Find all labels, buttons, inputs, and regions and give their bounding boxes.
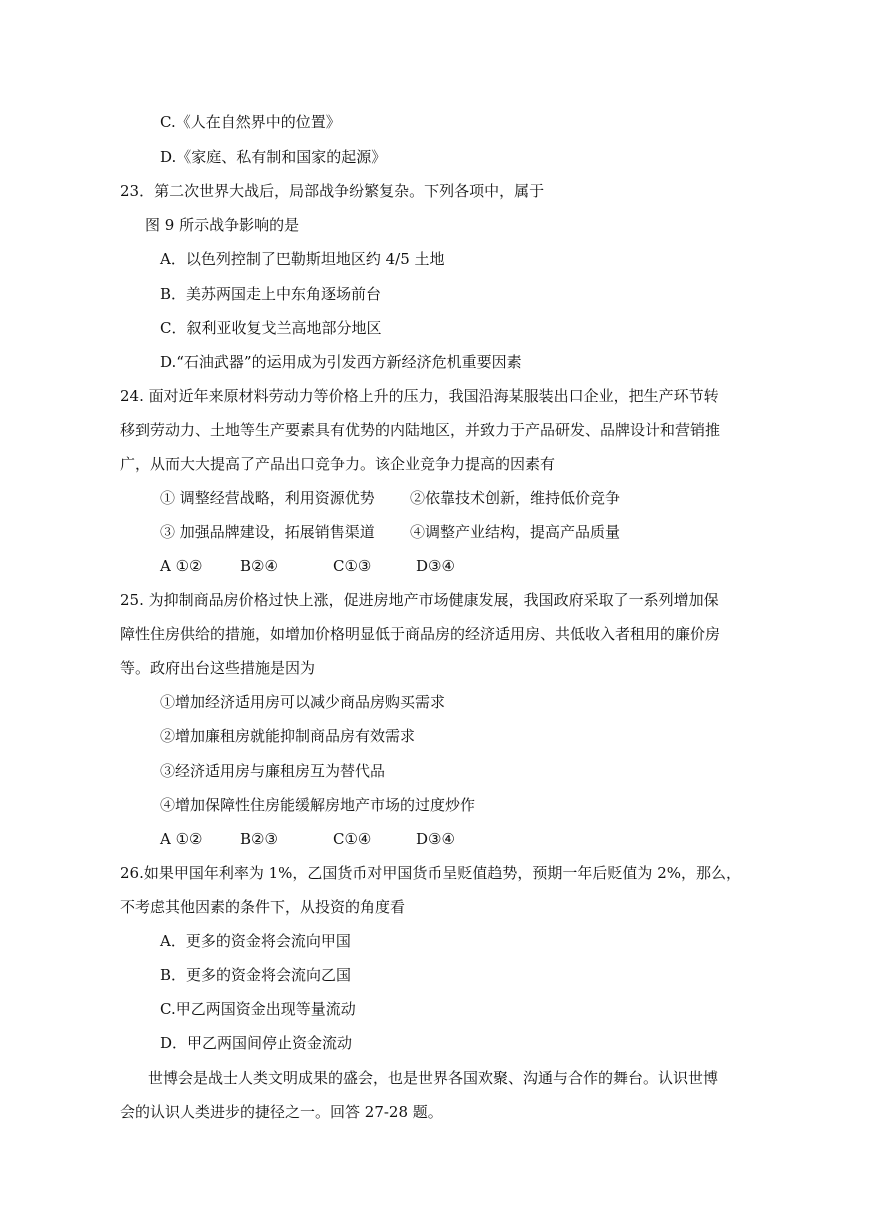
- q25-statement-2: ②增加廉租房就能抑制商品房有效需求: [160, 727, 416, 745]
- q26-option-b: B．更多的资金将会流向乙国: [160, 966, 352, 984]
- passage-line-1: 世博会是战士人类文明成果的盛会，也是世界各国欢聚、沟通与合作的舞台。认识世博: [148, 1069, 719, 1087]
- q24-statement-2: ②依靠技术创新，维持低价竞争: [410, 489, 621, 507]
- passage-line-2: 会的认识人类进步的捷径之一。回答 27-28 题。: [120, 1103, 443, 1121]
- q24-choice-b: B②④: [240, 557, 278, 575]
- q22-option-d: D.《家庭、私有制和国家的起源》: [160, 148, 387, 166]
- q26-stem-line-1: 26.如果甲国年利率为 1%，乙国货币对甲国货币呈贬值趋势，预期一年后贬值为 2%，那么，: [120, 864, 741, 882]
- q24-choice-a: A ①②: [160, 557, 203, 575]
- q25-choice-a: A ①②: [160, 830, 203, 848]
- q24-statement-3: ③ 加强品牌建设，拓展销售渠道: [160, 523, 375, 541]
- q26-option-d: D．甲乙两国间停止资金流动: [160, 1034, 353, 1052]
- q25-choice-d: D③④: [416, 830, 455, 848]
- q23-option-a: A．以色列控制了巴勒斯坦地区约 4/5 土地: [160, 250, 445, 268]
- q25-stem-line-3: 等。政府出台这些措施是因为: [120, 659, 316, 677]
- q25-stem-line-2: 障性住房供给的措施，如增加价格明显低于商品房的经济适用房、共低收入者租用的廉价房: [120, 625, 721, 643]
- q24-stem-line-1: 24. 面对近年来原材料劳动力等价格上升的压力，我国沿海某服装出口企业，把生产环节转: [120, 387, 719, 405]
- q26-option-a: A．更多的资金将会流向甲国: [160, 932, 351, 950]
- q24-stem-line-3: 广，从而大大提高了产品出口竞争力。该企业竞争力提高的因素有: [120, 455, 556, 473]
- q24-statement-1: ① 调整经营战略，利用资源优势: [160, 489, 375, 507]
- q26-option-c: C.甲乙两国资金出现等量流动: [160, 1000, 356, 1018]
- q24-statement-4: ④调整产业结构，提高产品质量: [410, 523, 621, 541]
- q24-choice-d: D③④: [416, 557, 455, 575]
- q25-statement-3: ③经济适用房与廉租房互为替代品: [160, 762, 386, 780]
- q23-option-d: D.“石油武器”的运用成为引发西方新经济危机重要因素: [160, 353, 522, 371]
- q22-option-c: C.《人在自然界中的位置》: [160, 113, 341, 131]
- q25-choice-b: B②③: [240, 830, 278, 848]
- q26-stem-line-2: 不考虑其他因素的条件下，从投资的角度看: [120, 898, 406, 916]
- q25-statement-4: ④增加保障性住房能缓解房地产市场的过度炒作: [160, 796, 476, 814]
- q25-choice-c: C①④: [333, 830, 372, 848]
- q23-stem-line-1: 23．第二次世界大战后，局部战争纷繁复杂。下列各项中，属于: [120, 182, 545, 200]
- q24-stem-line-2: 移到劳动力、土地等生产要素具有优势的内陆地区，并致力于产品研发、品牌设计和营销推: [120, 421, 721, 439]
- q25-statement-1: ①增加经济适用房可以减少商品房购买需求: [160, 693, 446, 711]
- q23-stem-line-2: 图 9 所示战争影响的是: [145, 216, 300, 234]
- q24-choice-c: C①③: [333, 557, 372, 575]
- q23-option-c: C．叙利亚收复戈兰高地部分地区: [160, 319, 382, 337]
- q23-option-b: B．美苏两国走上中东角逐场前台: [160, 285, 382, 303]
- q25-stem-line-1: 25. 为抑制商品房价格过快上涨，促进房地产市场健康发展，我国政府采取了一系列增加保: [120, 591, 719, 609]
